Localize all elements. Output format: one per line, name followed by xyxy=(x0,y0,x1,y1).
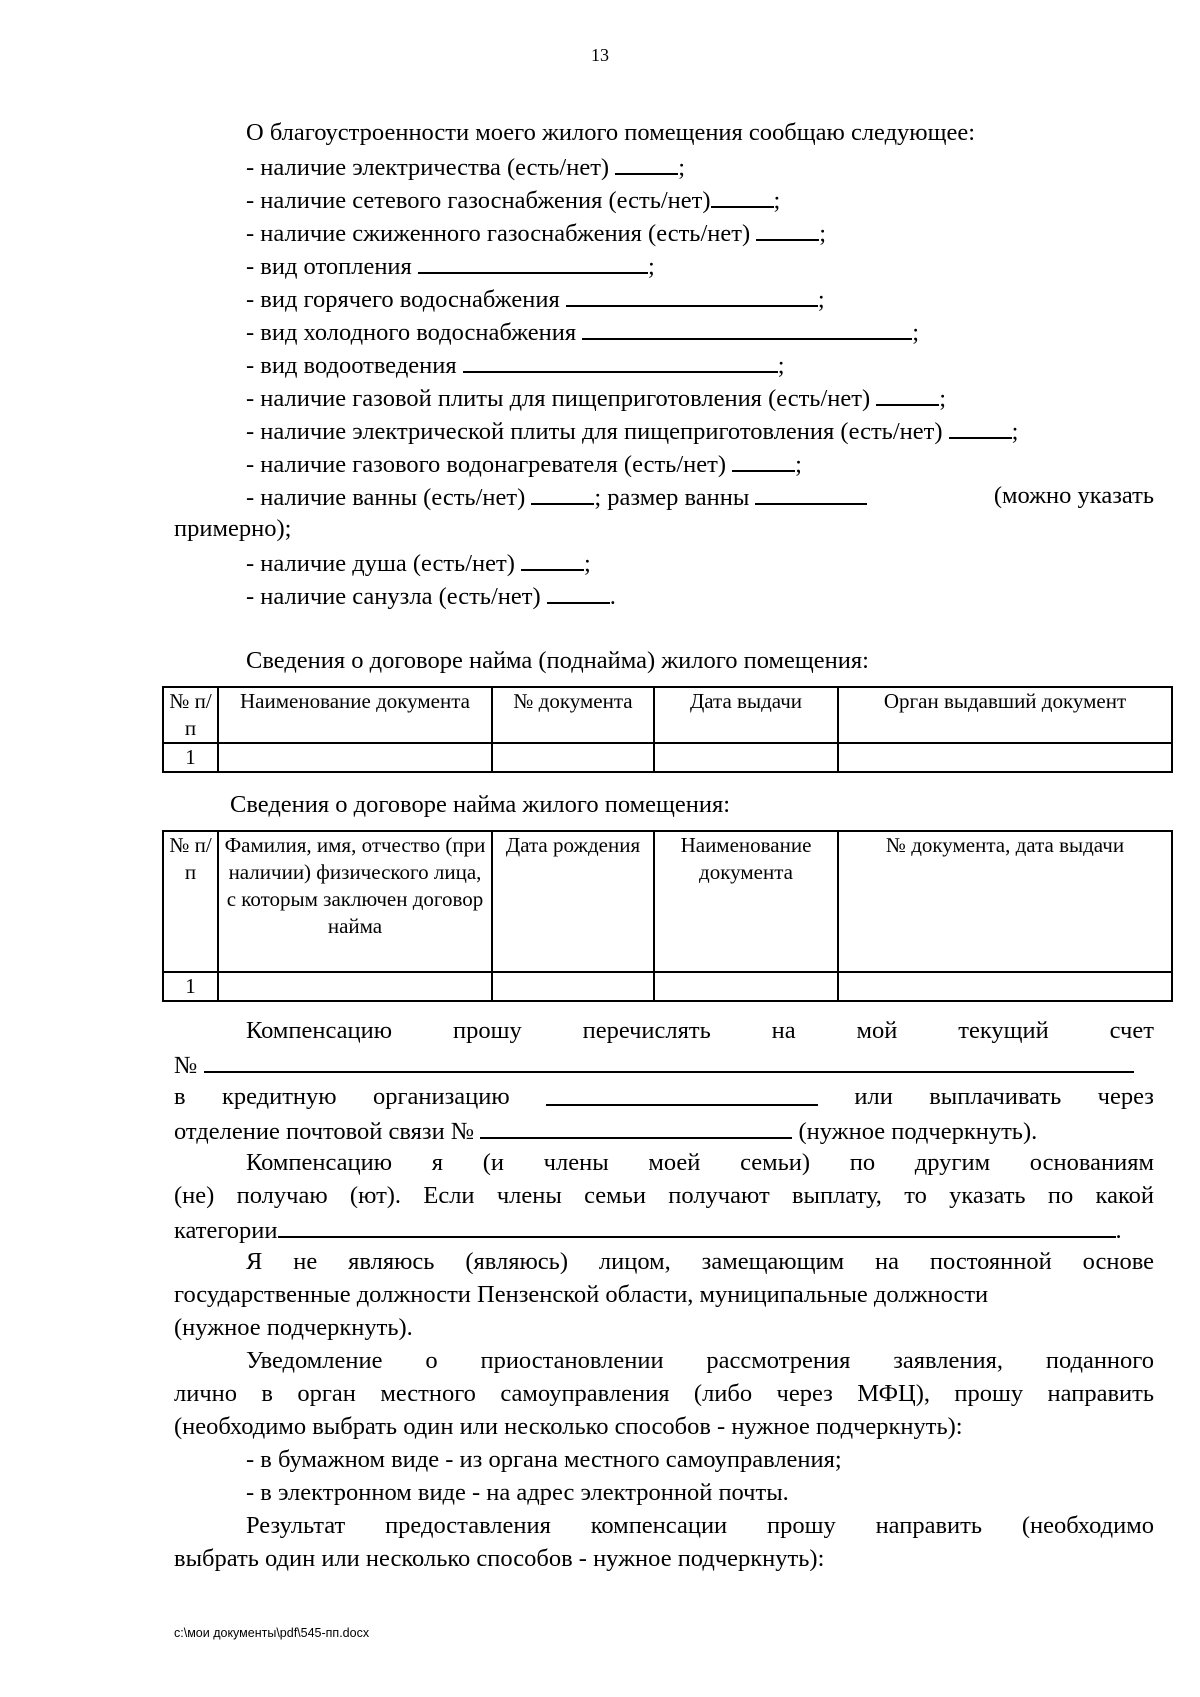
header-cell: Наименование документа xyxy=(654,831,838,972)
table1-caption: Сведения о договоре найма (поднайма) жилого помещения: xyxy=(246,647,869,674)
punct: ; xyxy=(795,451,802,478)
item-label: - вид горячего водоснабжения xyxy=(246,286,560,313)
compensation-line-3: в кредитную организацию или выплачивать через xyxy=(174,1083,1154,1110)
notice-option-electronic: - в электронном виде - на адрес электронной почты. xyxy=(246,1479,789,1506)
blank-line xyxy=(566,283,818,307)
table-cell xyxy=(492,972,654,1001)
table-rental-agreement xyxy=(162,686,1173,773)
official-line-3: (нужное подчеркнуть). xyxy=(174,1314,413,1341)
item-electricity xyxy=(246,151,685,181)
official-line-1: Я не являюсь (являюсь) лицом, замещающим на постоянной основе xyxy=(246,1248,1154,1275)
account-number-line: № xyxy=(174,1049,1134,1079)
table-cell xyxy=(838,972,1172,1001)
item-label: - наличие газового водонагревателя (есть/нет) xyxy=(246,451,726,478)
item-label: - наличие электричества (есть/нет) xyxy=(246,154,610,181)
item-gas-liquid xyxy=(246,217,826,247)
header-cell: Наименование документа xyxy=(218,687,492,743)
blank-line xyxy=(732,448,795,472)
table-tenant-info xyxy=(162,830,1173,1002)
notice-line-3: (необходимо выбрать один или несколько способов - нужное подчеркнуть): xyxy=(174,1413,963,1440)
row-number-cell: 1 xyxy=(163,972,218,1001)
other-grounds-line-2: (не) получаю (ют). Если члены семьи получают выплату, то указать по какой xyxy=(174,1182,1154,1209)
punct: ; xyxy=(1011,418,1019,445)
blank-line xyxy=(480,1115,792,1139)
item-gas-network xyxy=(246,184,780,214)
other-grounds-line-3: категории . xyxy=(174,1214,1122,1244)
table-header-row xyxy=(163,687,1172,743)
punct: ; xyxy=(773,187,781,214)
blank-line xyxy=(547,580,610,604)
bath-note-continued: примерно); xyxy=(174,515,292,542)
item-label: - вид водоотведения xyxy=(246,352,457,379)
bath-part: - наличие ванны (есть/нет) ; размер ванны xyxy=(246,481,867,511)
blank-line xyxy=(204,1049,1134,1073)
table-cell xyxy=(838,743,1172,772)
header-cell: № п/п xyxy=(163,687,218,743)
header-cell: Фамилия, имя, отчество (при наличии) физического лица, с которым заключен договор найма xyxy=(218,831,492,972)
item-label: - вид холодного водоснабжения xyxy=(246,319,577,346)
item-electric-stove xyxy=(246,415,1018,445)
table2-caption: Сведения о договоре найма жилого помещения: xyxy=(230,791,731,818)
item-gas-stove xyxy=(246,382,946,412)
item-label: - наличие электрической плиты для пищеприготовления (есть/нет) xyxy=(246,418,943,445)
item-label: - наличие сжиженного газоснабжения (есть/нет) xyxy=(246,220,751,247)
blank-line xyxy=(755,481,867,505)
header-cell: Дата выдачи xyxy=(654,687,838,743)
punct: . xyxy=(609,583,616,610)
blank-line xyxy=(546,1082,818,1106)
blank-line xyxy=(876,382,939,406)
header-cell: Дата рождения xyxy=(492,831,654,972)
intro-text: О благоустроенности моего жилого помещения сообщаю следующее: xyxy=(246,119,976,146)
notice-option-paper: - в бумажном виде - из органа местного самоуправления; xyxy=(246,1446,842,1473)
punct: ; xyxy=(678,154,685,181)
punct: ; xyxy=(912,319,920,346)
table-cell xyxy=(492,743,654,772)
row-number-cell: 1 xyxy=(163,743,218,772)
header-cell: № документа xyxy=(492,687,654,743)
item-label: - наличие санузла (есть/нет) xyxy=(246,583,541,610)
result-line-1: Результат предоставления компенсации прошу направить (необходимо xyxy=(246,1512,1154,1539)
header-cell: Орган выдавший документ xyxy=(838,687,1172,743)
header-cell: № документа, дата выдачи xyxy=(838,831,1172,972)
item-toilet xyxy=(246,580,616,610)
compensation-line-4: отделение почтовой связи № (нужное подчеркнуть). xyxy=(174,1115,1037,1145)
blank-line xyxy=(949,415,1012,439)
blank-line xyxy=(278,1214,1116,1238)
blank-line xyxy=(582,316,912,340)
item-hot-water xyxy=(246,283,825,313)
notice-line-2: лично в орган местного самоуправления (либо через МФЦ), прошу направить xyxy=(174,1380,1154,1407)
blank-line xyxy=(756,217,819,241)
item-drainage xyxy=(246,349,785,379)
punct: ; xyxy=(819,220,827,247)
blank-line xyxy=(463,349,778,373)
item-water-heater xyxy=(246,448,802,478)
item-label: - наличие газовой плиты для пищеприготовления (есть/нет) xyxy=(246,385,871,412)
table-row xyxy=(163,743,1172,772)
item-cold-water xyxy=(246,316,919,346)
page-number: 13 xyxy=(591,45,609,65)
blank-line xyxy=(418,250,648,274)
punct: ; xyxy=(777,352,785,379)
compensation-line-1: Компенсацию прошу перечислять на мой текущий счет xyxy=(246,1017,1154,1044)
item-bath xyxy=(246,481,1154,511)
table-cell xyxy=(218,972,492,1001)
item-label: - наличие душа (есть/нет) xyxy=(246,550,515,577)
punct: ; xyxy=(584,550,591,577)
blank-line xyxy=(615,151,678,175)
item-heating xyxy=(246,250,655,280)
bath-note: (можно указать xyxy=(993,482,1154,509)
table-cell xyxy=(654,972,838,1001)
table-header-row xyxy=(163,831,1172,972)
blank-line xyxy=(531,481,594,505)
table-row xyxy=(163,972,1172,1001)
result-line-2: выбрать один или несколько способов - нужное подчеркнуть): xyxy=(174,1545,825,1572)
other-grounds-line-1: Компенсацию я (и члены моей семьи) по другим основаниям xyxy=(246,1149,1154,1176)
official-line-2: государственные должности Пензенской области, муниципальные должности xyxy=(174,1281,989,1308)
footer-file-path: c:\мои документы\pdf\545-пп.docx xyxy=(174,1626,370,1640)
punct: ; xyxy=(817,286,825,313)
table-cell xyxy=(654,743,838,772)
item-label: - наличие сетевого газоснабжения (есть/нет) xyxy=(246,187,711,214)
item-shower xyxy=(246,547,591,577)
table-cell xyxy=(218,743,492,772)
header-cell: № п/п xyxy=(163,831,218,972)
punct: ; xyxy=(647,253,655,280)
item-label: - вид отопления xyxy=(246,253,412,280)
blank-line xyxy=(711,184,774,208)
punct: ; xyxy=(939,385,947,412)
notice-line-1: Уведомление о приостановлении рассмотрения заявления, поданного xyxy=(246,1347,1154,1374)
blank-line xyxy=(521,547,584,571)
